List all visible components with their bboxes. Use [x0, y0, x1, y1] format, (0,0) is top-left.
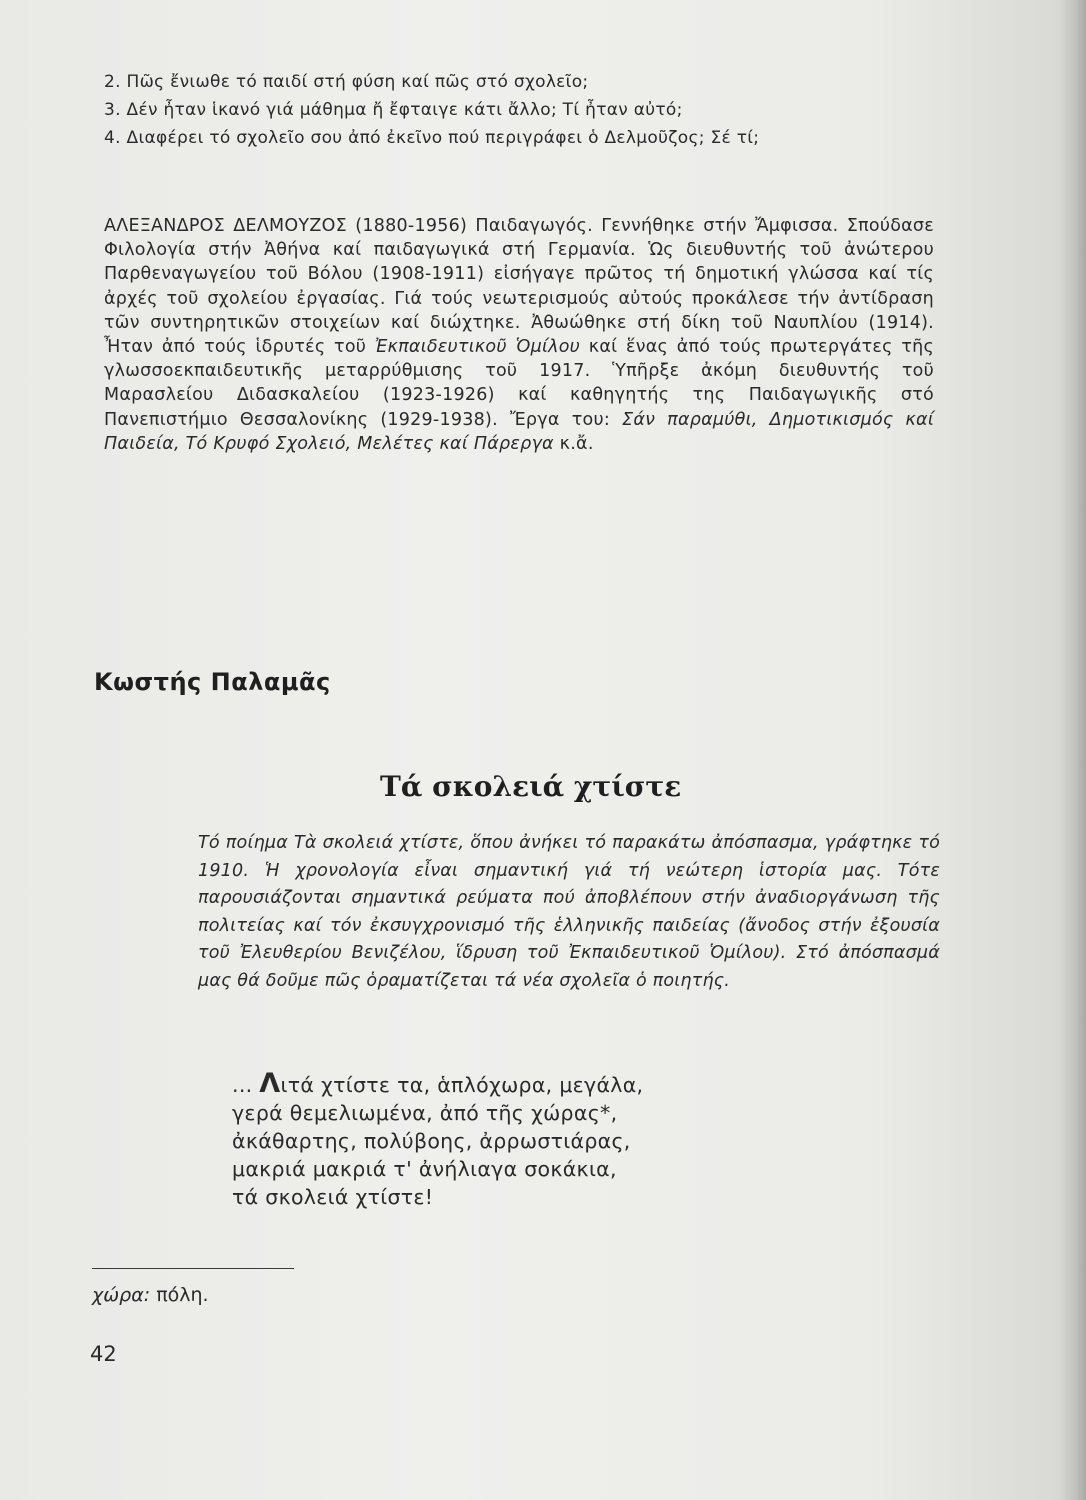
bio-text: ΑΛΕΞΑΝΔΡΟΣ ΔΕΛΜΟΥΖΟΣ (1880-1956) Παιδαγωγός. Γεννήθηκε στήν Ἄμφισσα. Σπούδασε Φιλολογία στήν Ἀθήνα καί παιδαγωγικά στή Γερμανία. Ὡς διευθυντής τοῦ ἀνώτερου Παρθεναγωγείου τοῦ Βόλου (1908-1911) εἰσήγαγε πρῶτος τή δημοτική γλώσσα καί τίς ἀρχές τοῦ σχολείου ἐργασίας. Γιά τούς νεωτερισμούς αὐτούς προκάλεσε τήν ἀντίδραση τῶν συντηρητικῶν στοιχείων καί διώχτηκε. Ἀθωώθηκε στή δίκη τοῦ Ναυπλίου (1914). Ἦταν ἀπό τούς ἱδρυτές τοῦ	[104, 216, 934, 358]
footnote-term: χώρα:	[92, 1284, 151, 1306]
verse-line: γερά θεμελιωμένα, ἀπό τῆς χώρας*,	[232, 1101, 618, 1125]
verse-lead: ...	[232, 1073, 260, 1097]
binding-shadow	[1060, 0, 1086, 1500]
verse-line	[232, 1070, 643, 1099]
poem-excerpt	[232, 1070, 643, 1211]
question-item: 3. Δέν ἦταν ἱκανό γιά μάθημα ἤ ἔφταιγε κάτι ἄλλο; Τί ἦταν αὐτό;	[104, 100, 683, 120]
author-biography	[104, 214, 934, 456]
bio-organization: Ἐκπαιδευτικοῦ Ὁμίλου	[374, 337, 581, 358]
verse-line: μακριά μακριά τ' ἀνήλιαγα σοκάκια,	[232, 1157, 617, 1181]
footnote-divider	[92, 1268, 294, 1269]
question-list	[104, 68, 984, 152]
bio-text-continued: καί ἕνας ἀπό τούς πρωτεργάτες τῆς γλωσσοεκπαιδευτικῆς μεταρρύθμισης τοῦ 1917. Ὑπῆρξε ἀκόμη διευθυντής τοῦ Μαρασλείου Διδασκαλείου (1923-1926) καί καθηγητής της Παιδαγωγικῆς στό Πανεπιστήμιο Θεσσαλονίκης (1929-1938). Ἔργα του:	[104, 337, 934, 430]
question-item: 4. Διαφέρει τό σχολεῖο σου ἀπό ἐκεῖνο πού περιγράφει ὁ Δελμοῦζος; Σέ τί;	[104, 128, 760, 148]
poem-title: Τά σκολειά χτίστε	[380, 770, 682, 803]
footnote	[92, 1284, 209, 1306]
page-number: 42	[90, 1342, 117, 1366]
footnote-definition: πόλη.	[150, 1284, 209, 1306]
verse-first-rest: ιτά χτίστε τα, ἁπλόχωρα, μεγάλα,	[280, 1073, 644, 1097]
question-item: 2. Πῶς ἔνιωθε τό παιδί στή φύση καί πῶς στό σχολεῖο;	[104, 72, 589, 92]
poem-introduction: Τό ποίημα Τὰ σκολειά χτίστε, ὅπου ἀνήκει τό παρακάτω ἀπόσπασμα, γράφτηκε τό 1910. Ἡ χρονολογία εἶναι σημαντική γιά τή νεώτερη ἱστορία μας. Τότε παρουσιάζονται σημαντικά ρεύματα πού ἀποβλέπουν στήν ἀναδιοργάνωση τῆς πολιτείας καί τόν ἐκσυγχρονισμό τῆς ἑλληνικῆς παιδείας (ἄνοδος στήν ἐξουσία τοῦ Ἐλευθερίου Βενιζέλου, ἵδρυση τοῦ Ἐκπαιδευτικοῦ Ὁμίλου). Στό ἀπόσπασμά μας θά δοῦμε πῶς ὁραματίζεται τά νέα σχολεῖα ὁ ποιητής.	[198, 833, 940, 991]
verse-initial: Λ	[259, 1068, 281, 1099]
bio-works: Σάν παραμύθι, Δημοτικισμός καί Παιδεία, Τό Κρυφό Σχολειό, Μελέτες καί Πάρεργα	[104, 409, 934, 454]
verse-line: ἀκάθαρτης, πολύβοης, ἀρρωστιάρας,	[232, 1129, 631, 1153]
author-heading: Κωστής Παλαμᾶς	[94, 668, 331, 696]
verse-line: τά σκολειά χτίστε!	[232, 1185, 434, 1209]
bio-tail: κ.ἄ.	[559, 433, 594, 454]
